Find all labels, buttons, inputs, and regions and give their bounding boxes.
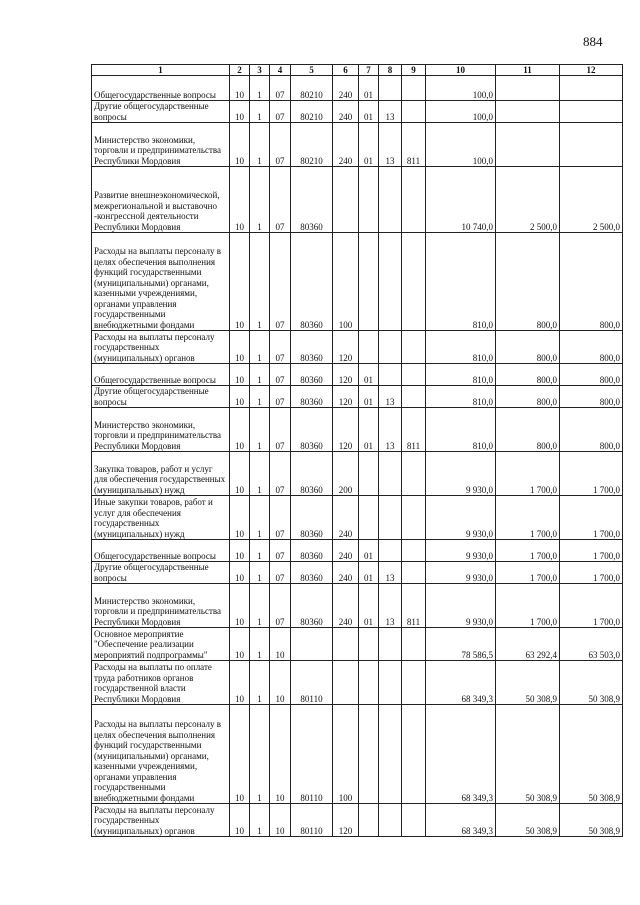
col-header: 5 bbox=[291, 65, 333, 76]
amount-year1-cell: 9 930,0 bbox=[426, 496, 496, 540]
program-code-cell: 1 bbox=[250, 408, 270, 452]
expense-type-cell: 240 bbox=[333, 562, 359, 584]
department-cell bbox=[402, 331, 426, 364]
item-name-cell: Министерство экономики, торговли и предпринимательства Республики Мордовия bbox=[92, 584, 230, 628]
amount-year1-cell: 9 930,0 bbox=[426, 562, 496, 584]
amount-year1-cell: 9 930,0 bbox=[426, 540, 496, 562]
table-row bbox=[92, 452, 623, 496]
amount-year3-cell: 50 308,9 bbox=[560, 661, 623, 705]
event-code-cell: 07 bbox=[270, 540, 291, 562]
ministry-code-cell: 10 bbox=[230, 540, 250, 562]
program-code-cell: 1 bbox=[250, 540, 270, 562]
direction-code-cell: 80360 bbox=[291, 562, 333, 584]
direction-code-cell: 80110 bbox=[291, 661, 333, 705]
expense-type-cell: 120 bbox=[333, 364, 359, 386]
amount-year2-cell: 63 292,4 bbox=[496, 628, 560, 661]
program-code-cell: 1 bbox=[250, 562, 270, 584]
event-code-cell: 07 bbox=[270, 584, 291, 628]
table-row bbox=[92, 364, 623, 386]
item-name-cell: Расходы на выплаты персоналу государственных (муниципальных) органов bbox=[92, 804, 230, 837]
subsection-cell: 13 bbox=[379, 584, 402, 628]
amount-year1-cell: 68 349,3 bbox=[426, 804, 496, 837]
department-cell: 811 bbox=[402, 584, 426, 628]
expense-type-cell: 240 bbox=[333, 584, 359, 628]
col-header: 6 bbox=[333, 65, 359, 76]
amount-year3-cell: 1 700,0 bbox=[560, 540, 623, 562]
amount-year3-cell: 800,0 bbox=[560, 331, 623, 364]
amount-year3-cell: 800,0 bbox=[560, 233, 623, 331]
amount-year3-cell: 1 700,0 bbox=[560, 496, 623, 540]
table-row bbox=[92, 331, 623, 364]
department-cell bbox=[402, 452, 426, 496]
event-code-cell: 07 bbox=[270, 408, 291, 452]
section-cell: 01 bbox=[359, 123, 379, 167]
program-code-cell: 1 bbox=[250, 804, 270, 837]
program-code-cell: 1 bbox=[250, 101, 270, 123]
program-code-cell: 1 bbox=[250, 167, 270, 233]
col-header: 10 bbox=[426, 65, 496, 76]
col-header: 7 bbox=[359, 65, 379, 76]
direction-code-cell: 80210 bbox=[291, 123, 333, 167]
section-cell bbox=[359, 804, 379, 837]
department-cell bbox=[402, 386, 426, 408]
ministry-code-cell: 10 bbox=[230, 76, 250, 101]
section-cell bbox=[359, 496, 379, 540]
amount-year3-cell: 50 308,9 bbox=[560, 804, 623, 837]
direction-code-cell: 80110 bbox=[291, 804, 333, 837]
amount-year2-cell bbox=[496, 76, 560, 101]
amount-year1-cell: 810,0 bbox=[426, 364, 496, 386]
budget-table bbox=[91, 64, 623, 837]
amount-year2-cell: 1 700,0 bbox=[496, 496, 560, 540]
expense-type-cell bbox=[333, 167, 359, 233]
amount-year2-cell: 1 700,0 bbox=[496, 584, 560, 628]
amount-year3-cell: 2 500,0 bbox=[560, 167, 623, 233]
item-name-cell: Расходы на выплаты персоналу в целях обеспечения выполнения функций государственными (муниципальными) органами, казенными учреждениями, органами управления государственными внебюджетными фондами bbox=[92, 705, 230, 804]
col-header: 3 bbox=[250, 65, 270, 76]
table-row bbox=[92, 386, 623, 408]
ministry-code-cell: 10 bbox=[230, 123, 250, 167]
section-cell: 01 bbox=[359, 364, 379, 386]
amount-year3-cell: 800,0 bbox=[560, 386, 623, 408]
event-code-cell: 07 bbox=[270, 386, 291, 408]
department-cell bbox=[402, 562, 426, 584]
event-code-cell: 07 bbox=[270, 167, 291, 233]
item-name-cell: Расходы на выплаты по оплате труда работников органов государственной власти Республики Мордовия bbox=[92, 661, 230, 705]
expense-type-cell: 240 bbox=[333, 123, 359, 167]
event-code-cell: 07 bbox=[270, 496, 291, 540]
item-name-cell: Министерство экономики, торговли и предпринимательства Республики Мордовия bbox=[92, 123, 230, 167]
amount-year1-cell: 100,0 bbox=[426, 101, 496, 123]
program-code-cell: 1 bbox=[250, 628, 270, 661]
event-code-cell: 07 bbox=[270, 76, 291, 101]
department-cell bbox=[402, 364, 426, 386]
program-code-cell: 1 bbox=[250, 386, 270, 408]
event-code-cell: 10 bbox=[270, 705, 291, 804]
event-code-cell: 07 bbox=[270, 562, 291, 584]
item-name-cell: Другие общегосударственные вопросы bbox=[92, 101, 230, 123]
department-cell bbox=[402, 628, 426, 661]
direction-code-cell: 80360 bbox=[291, 496, 333, 540]
table-row bbox=[92, 804, 623, 837]
subsection-cell: 13 bbox=[379, 408, 402, 452]
event-code-cell: 07 bbox=[270, 364, 291, 386]
amount-year1-cell: 9 930,0 bbox=[426, 452, 496, 496]
event-code-cell: 07 bbox=[270, 331, 291, 364]
subsection-cell bbox=[379, 167, 402, 233]
event-code-cell: 07 bbox=[270, 452, 291, 496]
direction-code-cell: 80360 bbox=[291, 408, 333, 452]
subsection-cell bbox=[379, 76, 402, 101]
expense-type-cell: 120 bbox=[333, 331, 359, 364]
ministry-code-cell: 10 bbox=[230, 233, 250, 331]
direction-code-cell: 80360 bbox=[291, 386, 333, 408]
amount-year3-cell: 1 700,0 bbox=[560, 584, 623, 628]
direction-code-cell: 80360 bbox=[291, 233, 333, 331]
table-row bbox=[92, 540, 623, 562]
amount-year1-cell: 68 349,3 bbox=[426, 661, 496, 705]
direction-code-cell: 80360 bbox=[291, 331, 333, 364]
direction-code-cell: 80210 bbox=[291, 101, 333, 123]
expense-type-cell: 120 bbox=[333, 804, 359, 837]
col-header: 8 bbox=[379, 65, 402, 76]
amount-year2-cell: 800,0 bbox=[496, 386, 560, 408]
subsection-cell: 13 bbox=[379, 123, 402, 167]
subsection-cell bbox=[379, 233, 402, 331]
amount-year3-cell: 50 308,9 bbox=[560, 705, 623, 804]
amount-year2-cell bbox=[496, 123, 560, 167]
col-header: 9 bbox=[402, 65, 426, 76]
expense-type-cell: 100 bbox=[333, 233, 359, 331]
direction-code-cell: 80360 bbox=[291, 364, 333, 386]
program-code-cell: 1 bbox=[250, 584, 270, 628]
amount-year3-cell bbox=[560, 101, 623, 123]
section-cell: 01 bbox=[359, 101, 379, 123]
table-row bbox=[92, 408, 623, 452]
expense-type-cell: 240 bbox=[333, 496, 359, 540]
item-name-cell: Основное мероприятие "Обеспечение реализации мероприятий подпрограммы" bbox=[92, 628, 230, 661]
ministry-code-cell: 10 bbox=[230, 452, 250, 496]
item-name-cell: Другие общегосударственные вопросы bbox=[92, 562, 230, 584]
event-code-cell: 07 bbox=[270, 123, 291, 167]
subsection-cell: 13 bbox=[379, 386, 402, 408]
section-cell: 01 bbox=[359, 76, 379, 101]
table-row bbox=[92, 705, 623, 804]
ministry-code-cell: 10 bbox=[230, 705, 250, 804]
amount-year2-cell bbox=[496, 101, 560, 123]
amount-year2-cell: 800,0 bbox=[496, 408, 560, 452]
amount-year2-cell: 50 308,9 bbox=[496, 661, 560, 705]
section-cell: 01 bbox=[359, 562, 379, 584]
department-cell bbox=[402, 167, 426, 233]
department-cell bbox=[402, 496, 426, 540]
col-header: 2 bbox=[230, 65, 250, 76]
amount-year1-cell: 68 349,3 bbox=[426, 705, 496, 804]
amount-year3-cell: 800,0 bbox=[560, 364, 623, 386]
program-code-cell: 1 bbox=[250, 364, 270, 386]
ministry-code-cell: 10 bbox=[230, 167, 250, 233]
subsection-cell bbox=[379, 331, 402, 364]
program-code-cell: 1 bbox=[250, 76, 270, 101]
direction-code-cell: 80360 bbox=[291, 540, 333, 562]
department-cell: 811 bbox=[402, 408, 426, 452]
section-cell bbox=[359, 167, 379, 233]
section-cell: 01 bbox=[359, 540, 379, 562]
department-cell bbox=[402, 540, 426, 562]
item-name-cell: Иные закупки товаров, работ и услуг для обеспечения государственных (муниципальных) нужд bbox=[92, 496, 230, 540]
direction-code-cell: 80360 bbox=[291, 452, 333, 496]
header-row bbox=[92, 65, 623, 76]
program-code-cell: 1 bbox=[250, 705, 270, 804]
direction-code-cell: 80110 bbox=[291, 705, 333, 804]
ministry-code-cell: 10 bbox=[230, 496, 250, 540]
col-header: 11 bbox=[496, 65, 560, 76]
section-cell bbox=[359, 661, 379, 705]
amount-year2-cell: 1 700,0 bbox=[496, 452, 560, 496]
event-code-cell: 10 bbox=[270, 804, 291, 837]
item-name-cell: Общегосударственные вопросы bbox=[92, 364, 230, 386]
item-name-cell: Другие общегосударственные вопросы bbox=[92, 386, 230, 408]
subsection-cell bbox=[379, 804, 402, 837]
direction-code-cell bbox=[291, 628, 333, 661]
section-cell bbox=[359, 705, 379, 804]
item-name-cell: Министерство экономики, торговли и предпринимательства Республики Мордовия bbox=[92, 408, 230, 452]
amount-year1-cell: 810,0 bbox=[426, 331, 496, 364]
amount-year1-cell: 9 930,0 bbox=[426, 584, 496, 628]
expense-type-cell: 240 bbox=[333, 101, 359, 123]
amount-year1-cell: 10 740,0 bbox=[426, 167, 496, 233]
expense-type-cell bbox=[333, 661, 359, 705]
ministry-code-cell: 10 bbox=[230, 386, 250, 408]
section-cell: 01 bbox=[359, 584, 379, 628]
subsection-cell bbox=[379, 540, 402, 562]
amount-year2-cell: 1 700,0 bbox=[496, 540, 560, 562]
table-row bbox=[92, 167, 623, 233]
subsection-cell bbox=[379, 661, 402, 705]
amount-year1-cell: 100,0 bbox=[426, 123, 496, 167]
department-cell bbox=[402, 76, 426, 101]
direction-code-cell: 80360 bbox=[291, 167, 333, 233]
section-cell: 01 bbox=[359, 386, 379, 408]
department-cell bbox=[402, 804, 426, 837]
section-cell bbox=[359, 233, 379, 331]
amount-year2-cell: 800,0 bbox=[496, 233, 560, 331]
program-code-cell: 1 bbox=[250, 233, 270, 331]
table-row bbox=[92, 584, 623, 628]
direction-code-cell: 80360 bbox=[291, 584, 333, 628]
expense-type-cell: 200 bbox=[333, 452, 359, 496]
subsection-cell bbox=[379, 705, 402, 804]
subsection-cell bbox=[379, 364, 402, 386]
amount-year3-cell: 800,0 bbox=[560, 408, 623, 452]
subsection-cell: 13 bbox=[379, 101, 402, 123]
amount-year1-cell: 78 586,5 bbox=[426, 628, 496, 661]
table-row bbox=[92, 101, 623, 123]
section-cell bbox=[359, 452, 379, 496]
amount-year3-cell: 1 700,0 bbox=[560, 452, 623, 496]
table-row bbox=[92, 123, 623, 167]
expense-type-cell: 240 bbox=[333, 76, 359, 101]
ministry-code-cell: 10 bbox=[230, 584, 250, 628]
col-header: 1 bbox=[92, 65, 230, 76]
table-row bbox=[92, 562, 623, 584]
page-number: 884 bbox=[583, 34, 603, 49]
program-code-cell: 1 bbox=[250, 496, 270, 540]
amount-year3-cell bbox=[560, 123, 623, 167]
table-row bbox=[92, 233, 623, 331]
amount-year1-cell: 810,0 bbox=[426, 386, 496, 408]
item-name-cell: Развитие внешнеэкономической, межрегиональной и выставочно -конгрессной деятельности Республики Мордовия bbox=[92, 167, 230, 233]
ministry-code-cell: 10 bbox=[230, 628, 250, 661]
program-code-cell: 1 bbox=[250, 661, 270, 705]
ministry-code-cell: 10 bbox=[230, 364, 250, 386]
department-cell bbox=[402, 661, 426, 705]
amount-year3-cell bbox=[560, 76, 623, 101]
subsection-cell bbox=[379, 628, 402, 661]
ministry-code-cell: 10 bbox=[230, 661, 250, 705]
program-code-cell: 1 bbox=[250, 331, 270, 364]
col-header: 4 bbox=[270, 65, 291, 76]
item-name-cell: Общегосударственные вопросы bbox=[92, 540, 230, 562]
section-cell bbox=[359, 331, 379, 364]
amount-year2-cell: 800,0 bbox=[496, 331, 560, 364]
amount-year2-cell: 50 308,9 bbox=[496, 705, 560, 804]
amount-year2-cell: 50 308,9 bbox=[496, 804, 560, 837]
amount-year2-cell: 1 700,0 bbox=[496, 562, 560, 584]
program-code-cell: 1 bbox=[250, 452, 270, 496]
subsection-cell: 13 bbox=[379, 562, 402, 584]
section-cell bbox=[359, 628, 379, 661]
amount-year3-cell: 1 700,0 bbox=[560, 562, 623, 584]
event-code-cell: 10 bbox=[270, 661, 291, 705]
item-name-cell: Расходы на выплаты персоналу в целях обеспечения выполнения функций государственными (муниципальными) органами, казенными учреждениями, органами управления государственными внебюджетными фондами bbox=[92, 233, 230, 331]
table-row bbox=[92, 661, 623, 705]
expense-type-cell bbox=[333, 628, 359, 661]
amount-year3-cell: 63 503,0 bbox=[560, 628, 623, 661]
event-code-cell: 07 bbox=[270, 101, 291, 123]
expense-type-cell: 120 bbox=[333, 386, 359, 408]
table-row bbox=[92, 76, 623, 101]
table-row bbox=[92, 628, 623, 661]
subsection-cell bbox=[379, 496, 402, 540]
item-name-cell: Расходы на выплаты персоналу государственных (муниципальных) органов bbox=[92, 331, 230, 364]
amount-year2-cell: 2 500,0 bbox=[496, 167, 560, 233]
section-cell: 01 bbox=[359, 408, 379, 452]
expense-type-cell: 240 bbox=[333, 540, 359, 562]
col-header: 12 bbox=[560, 65, 623, 76]
department-cell bbox=[402, 233, 426, 331]
ministry-code-cell: 10 bbox=[230, 331, 250, 364]
department-cell bbox=[402, 705, 426, 804]
expense-type-cell: 120 bbox=[333, 408, 359, 452]
ministry-code-cell: 10 bbox=[230, 408, 250, 452]
subsection-cell bbox=[379, 452, 402, 496]
ministry-code-cell: 10 bbox=[230, 804, 250, 837]
ministry-code-cell: 10 bbox=[230, 101, 250, 123]
program-code-cell: 1 bbox=[250, 123, 270, 167]
department-cell bbox=[402, 101, 426, 123]
ministry-code-cell: 10 bbox=[230, 562, 250, 584]
direction-code-cell: 80210 bbox=[291, 76, 333, 101]
amount-year1-cell: 810,0 bbox=[426, 233, 496, 331]
event-code-cell: 10 bbox=[270, 628, 291, 661]
expense-type-cell: 100 bbox=[333, 705, 359, 804]
amount-year2-cell: 800,0 bbox=[496, 364, 560, 386]
item-name-cell: Закупка товаров, работ и услуг для обеспечения государственных (муниципальных) нужд bbox=[92, 452, 230, 496]
table-row bbox=[92, 496, 623, 540]
department-cell: 811 bbox=[402, 123, 426, 167]
item-name-cell: Общегосударственные вопросы bbox=[92, 76, 230, 101]
event-code-cell: 07 bbox=[270, 233, 291, 331]
amount-year1-cell: 810,0 bbox=[426, 408, 496, 452]
amount-year1-cell: 100,0 bbox=[426, 76, 496, 101]
